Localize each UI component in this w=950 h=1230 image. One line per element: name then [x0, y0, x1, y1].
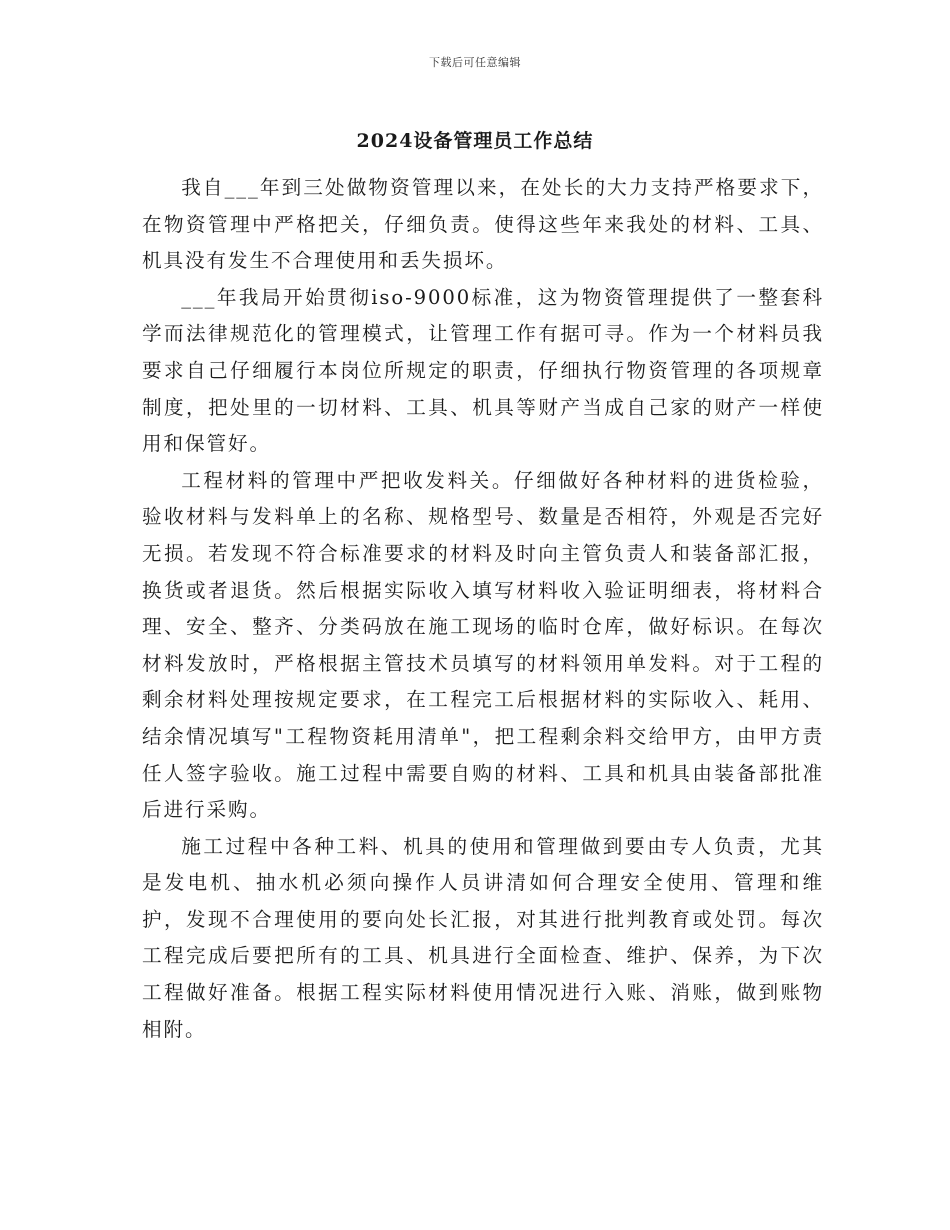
header-note: 下载后可任意编辑	[429, 56, 521, 69]
paragraph: ___年我局开始贯彻iso-9000标准，这为物资管理提供了一整套科学而法律规范化的管理模式，让管理工作有据可寻。作为一个材料员我要求自己仔细履行本岗位所规定的职责，仔细执行物资管理的各项规章制度，把处里的一切材料、工具、机具等财产当成自己家的财产一样使用和保管好。	[142, 285, 824, 456]
document-body	[142, 170, 824, 1048]
document-title: 2024设备管理员工作总结	[356, 130, 594, 152]
paragraph: 施工过程中各种工料、机具的使用和管理做到要由专人负责，尤其是发电机、抽水机必须向操作人员讲清如何合理安全使用、管理和维护，发现不合理使用的要向处长汇报，对其进行批判教育或处罚。每次工程完成后要把所有的工具、机具进行全面检查、维护、保养，为下次工程做好准备。根据工程实际材料使用情况进行入账、消账，做到账物相附。	[142, 834, 824, 1041]
paragraph: 工程材料的管理中严把收发料关。仔细做好各种材料的进货检验，验收材料与发料单上的名称、规格型号、数量是否相符，外观是否完好无损。若发现不符合标准要求的材料及时向主管负责人和装备部汇报，换货或者退货。然后根据实际收入填写材料收入验证明细表，将材料合理、安全、整齐、分类码放在施工现场的临时仓库，做好标识。在每次材料发放时，严格根据主管技术员填写的材料领用单发料。对于工程的剩余材料处理按规定要求，在工程完工后根据材料的实际收入、耗用、结余情况填写"工程物资耗用清单"，把工程剩余料交给甲方，由甲方责任人签字验收。施工过程中需要自购的材料、工具和机具由装备部批准后进行采购。	[142, 468, 824, 822]
paragraph: 我自___年到三处做物资管理以来，在处长的大力支持严格要求下，在物资管理中严格把关，仔细负责。使得这些年来我处的材料、工具、机具没有发生不合理使用和丢失损坏。	[142, 176, 824, 273]
